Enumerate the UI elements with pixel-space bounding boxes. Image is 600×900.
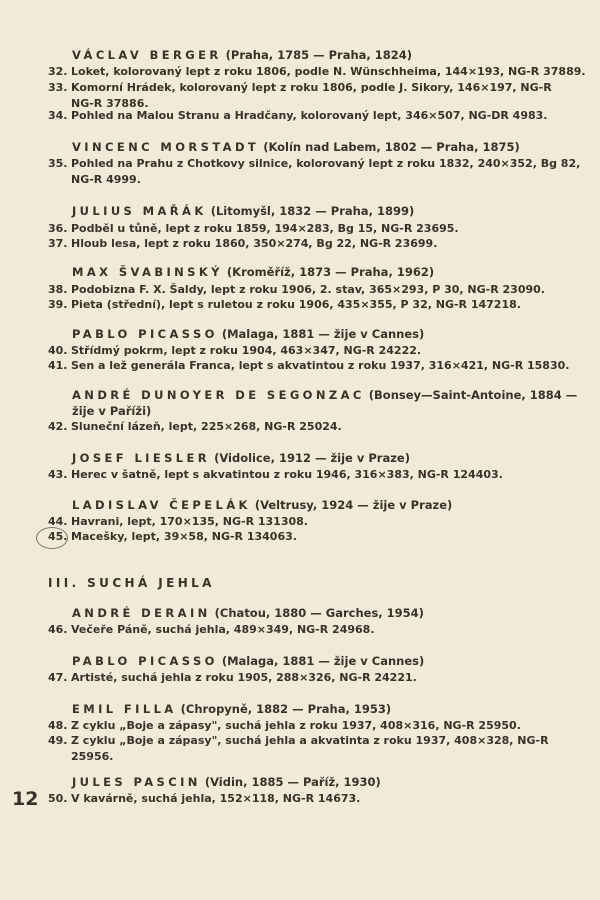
- artist-name: LADISLAV ČEPELÁK: [72, 498, 251, 512]
- catalog-entry: [48, 343, 421, 359]
- entry-text: Herec v šatně, lept s akvatintou z roku 1946, 316×383, NG-R 124403.: [71, 468, 503, 481]
- artist-name: PABLO PICASSO: [72, 654, 218, 668]
- entry-text: Podběl u tůně, lept z roku 1859, 194×283, Bg 15, NG-R 23695.: [71, 222, 459, 235]
- entry-number: 39.: [48, 298, 68, 311]
- artist-heading: [72, 140, 520, 154]
- entry-number: 43.: [48, 468, 68, 481]
- artist-heading: [72, 451, 410, 465]
- entry-text: Macešky, lept, 39×58, NG-R 134063.: [71, 530, 297, 543]
- entry-text: Z cyklu „Boje a zápasy", suchá jehla z roku 1937, 408×316, NG-R 25950.: [71, 719, 521, 732]
- entry-text: Podobizna F. X. Šaldy, lept z roku 1906, 2. stav, 365×293, P 30, NG-R 23090.: [71, 283, 545, 296]
- entry-text: Z cyklu „Boje a zápasy", suchá jehla a akvatinta z roku 1937, 408×328, NG-R: [71, 734, 549, 747]
- entry-text: Komorní Hrádek, kolorovaný lept z roku 1806, podle J. Sikory, 146×197, NG-R: [71, 81, 552, 94]
- entry-number: 33.: [48, 81, 68, 94]
- artist-heading: [72, 775, 381, 789]
- catalog-entry: [48, 718, 521, 734]
- artist-heading: [72, 654, 424, 668]
- entry-number: 44.: [48, 515, 68, 528]
- artist-heading: [72, 498, 452, 512]
- catalog-entry: [48, 108, 547, 124]
- artist-bio: (Vidolice, 1912 — žije v Praze): [214, 451, 410, 465]
- entry-number: 41.: [48, 359, 68, 372]
- entry-number: 50.: [48, 792, 68, 805]
- entry-text: Střídmý pokrm, lept z roku 1904, 463×347, NG-R 24222.: [71, 344, 422, 357]
- artist-bio: (Vidin, 1885 — Paříž, 1930): [204, 775, 381, 789]
- entry-number: 47.: [48, 671, 68, 684]
- entry-text: Večeře Páně, suchá jehla, 489×349, NG-R 24968.: [71, 623, 375, 636]
- artist-bio: (Praha, 1785 — Praha, 1824): [225, 48, 413, 62]
- entry-number: 35.: [48, 157, 68, 170]
- entry-text: V kavárně, suchá jehla, 152×118, NG-R 14673.: [71, 792, 361, 805]
- artist-bio: (Veltrusy, 1924 — žije v Praze): [254, 498, 453, 512]
- artist-bio: (Chropyně, 1882 — Praha, 1953): [180, 702, 392, 716]
- artist-bio: (Malaga, 1881 — žije v Cannes): [221, 327, 425, 341]
- entry-text: Hloub lesa, lept z roku 1860, 350×274, Bg 22, NG-R 23699.: [71, 237, 438, 250]
- entry-text: Havrani, lept, 170×135, NG-R 131308.: [71, 515, 308, 528]
- artist-bio: (Bonsey—Saint-Antoine, 1884 —: [368, 388, 578, 402]
- catalog-entry: [48, 221, 459, 237]
- artist-name: MAX ŠVABINSKÝ: [72, 265, 223, 279]
- entry-number: 40.: [48, 344, 68, 357]
- catalog-entry: [48, 156, 580, 188]
- artist-heading: [72, 265, 434, 279]
- entry-text: Artisté, suchá jehla z roku 1905, 288×326, NG-R 24221.: [71, 671, 417, 684]
- entry-text-continued: NG-R 4999.: [71, 173, 141, 186]
- catalog-entry: [48, 622, 375, 638]
- artist-name: JOSEF LIESLER: [72, 451, 211, 465]
- catalog-entry: [48, 419, 342, 435]
- entry-text: Pieta (střední), lept s ruletou z roku 1906, 435×355, P 32, NG-R 147218.: [71, 298, 521, 311]
- entry-number: 38.: [48, 283, 68, 296]
- artist-bio: (Malaga, 1881 — žije v Cannes): [221, 654, 425, 668]
- section-heading: III. SUCHÁ JEHLA: [48, 576, 215, 590]
- catalog-entry: [48, 514, 308, 530]
- catalog-entry: [48, 467, 503, 483]
- entry-number: 34.: [48, 109, 68, 122]
- entry-text-continued: 25956.: [71, 750, 114, 763]
- catalog-entry: [48, 297, 521, 313]
- artist-bio: (Kroměříž, 1873 — Praha, 1962): [226, 265, 435, 279]
- catalog-entry: [48, 358, 569, 374]
- artist-name: JULIUS MAŘÁK: [72, 204, 207, 218]
- entry-text-continued: NG-R 37886.: [71, 97, 149, 110]
- catalog-entry: [48, 791, 360, 807]
- artist-heading: [72, 48, 412, 62]
- hand-drawn-circle-mark: [36, 527, 68, 549]
- entry-number: 37.: [48, 237, 68, 250]
- artist-bio: (Chatou, 1880 — Garches, 1954): [214, 606, 424, 620]
- artist-name: JULES PASCIN: [72, 775, 201, 789]
- entry-number: 42.: [48, 420, 68, 433]
- artist-bio: (Kolín nad Labem, 1802 — Praha, 1875): [263, 140, 520, 154]
- artist-heading: [72, 702, 391, 716]
- entry-number: 48.: [48, 719, 68, 732]
- page-number: 12: [12, 788, 39, 810]
- entry-number: 36.: [48, 222, 68, 235]
- artist-name: ANDRÉ DUNOYER DE SEGONZAC: [72, 388, 365, 402]
- artist-bio-continued: žije v Paříži): [72, 404, 152, 418]
- catalog-entry: [48, 282, 545, 298]
- catalog-entry: [48, 236, 437, 252]
- artist-heading: [72, 606, 424, 620]
- artist-name: VÁCLAV BERGER: [72, 48, 222, 62]
- catalog-entry: [48, 529, 297, 545]
- artist-bio: (Litomyšl, 1832 — Praha, 1899): [210, 204, 415, 218]
- artist-name: ANDRÉ DERAIN: [72, 606, 211, 620]
- entry-number: 32.: [48, 65, 68, 78]
- entry-number: 46.: [48, 623, 68, 636]
- entry-text: Pohled na Malou Stranu a Hradčany, kolorovaný lept, 346×507, NG-DR 4983.: [71, 109, 548, 122]
- artist-name: VINCENC MORSTADT: [72, 140, 260, 154]
- catalog-entry: [48, 670, 417, 686]
- entry-text: Loket, kolorovaný lept z roku 1806, podle N. Wünschheima, 144×193, NG-R 37889.: [71, 65, 586, 78]
- artist-heading: [72, 327, 424, 341]
- entry-text: Sen a lež generála Franca, lept s akvatintou z roku 1937, 316×421, NG-R 15830.: [71, 359, 570, 372]
- artist-name: PABLO PICASSO: [72, 327, 218, 341]
- artist-heading: [72, 204, 414, 218]
- catalog-entry: [48, 733, 549, 765]
- entry-text: Pohled na Prahu z Chotkovy silnice, kolorovaný lept z roku 1832, 240×352, Bg 82,: [71, 157, 581, 170]
- entry-number: 49.: [48, 734, 68, 747]
- artist-heading: [72, 388, 577, 402]
- artist-name: EMIL FILLA: [72, 702, 177, 716]
- entry-text: Sluneční lázeň, lept, 225×268, NG-R 25024.: [71, 420, 342, 433]
- catalog-entry: [48, 64, 586, 80]
- entry-number: 45.: [48, 530, 68, 543]
